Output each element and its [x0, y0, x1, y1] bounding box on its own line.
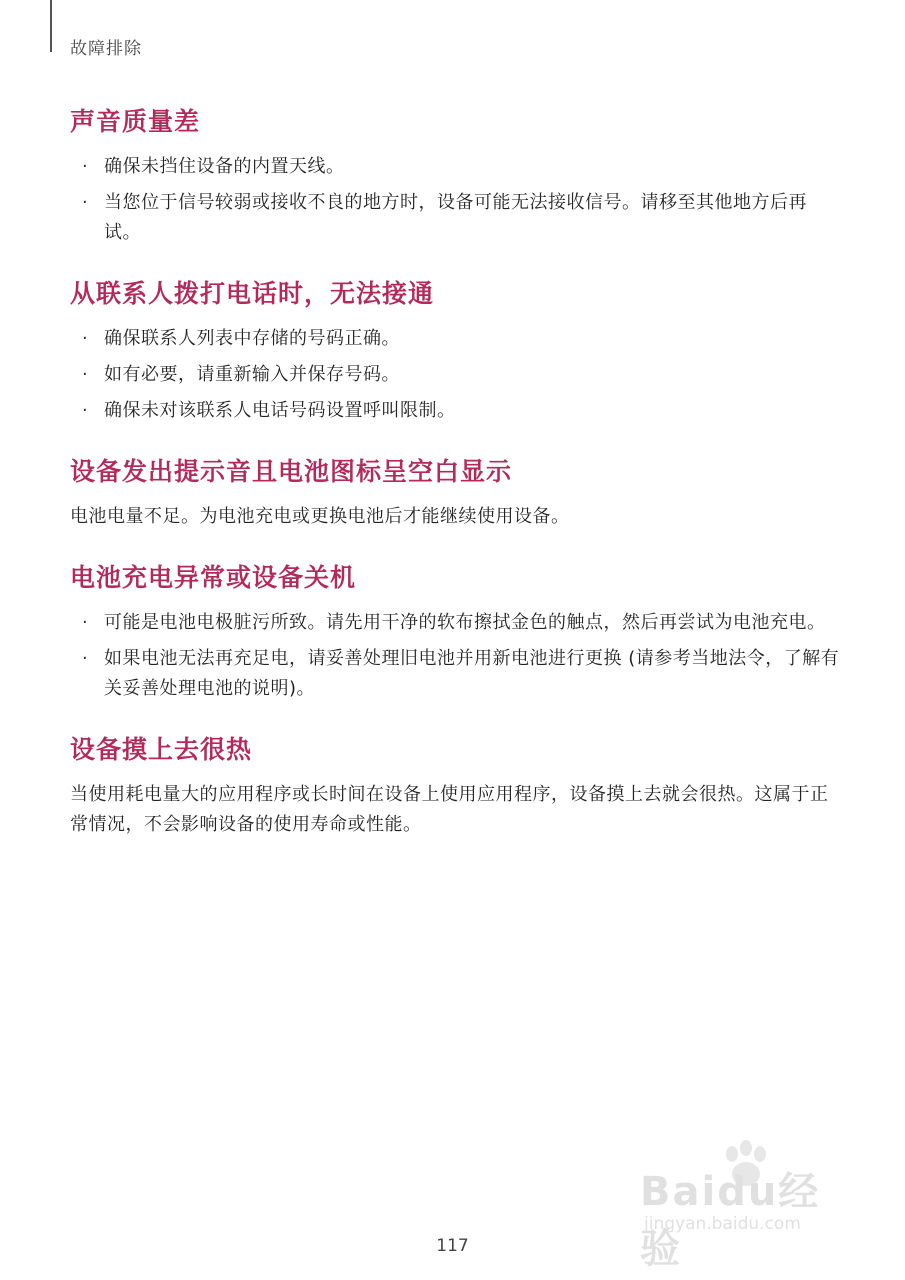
bullet-item — [70, 396, 840, 426]
bullet-list — [70, 608, 840, 704]
section-call-from-contacts-fails — [70, 276, 840, 426]
bullet-item — [70, 188, 840, 248]
bullet-item — [70, 644, 840, 704]
bullet-dot: · — [82, 364, 89, 385]
bullet-dot: · — [82, 400, 89, 421]
section-title: 声音质量差 — [70, 107, 201, 136]
chapter-label: 故障排除 — [70, 39, 142, 59]
watermark-url: jingyan.baidu.com — [644, 1214, 801, 1234]
bullet-dot: · — [82, 156, 89, 177]
section-battery-charging-abnormal — [70, 560, 840, 704]
section-paragraph: 电池电量不足。为电池充电或更换电池后才能继续使用设备。 — [70, 506, 570, 527]
bullet-item — [70, 360, 840, 390]
bullet-text: 可能是电池电极脏污所致。请先用干净的软布擦拭金色的触点，然后再尝试为电池充电。 — [104, 612, 826, 633]
section-poor-sound-quality — [70, 104, 840, 248]
section-title: 从联系人拨打电话时，无法接通 — [70, 279, 435, 308]
bullet-list — [70, 152, 840, 248]
bullet-text: 如果电池无法再充足电，请妥善处理旧电池并用新电池进行更换 (请参考当地法令，了解有关妥善处理电池的说明)。 — [104, 648, 840, 699]
bullet-item — [70, 608, 840, 638]
bullet-dot: · — [82, 648, 89, 669]
bullet-dot: · — [82, 328, 89, 349]
page-content — [70, 104, 840, 868]
section-title: 设备摸上去很热 — [70, 735, 253, 764]
section-title: 设备发出提示音且电池图标呈空白显示 — [70, 457, 513, 486]
bullet-text: 确保联系人列表中存储的号码正确。 — [104, 328, 400, 349]
bullet-item — [70, 152, 840, 182]
bullet-dot: · — [82, 192, 89, 213]
bullet-text: 确保未挡住设备的内置天线。 — [104, 156, 345, 177]
page-number: 117 — [436, 1236, 469, 1256]
section-paragraph: 当使用耗电量大的应用程序或长时间在设备上使用应用程序，设备摸上去就会很热。这属于正常情况，不会影响设备的使用寿命或性能。 — [70, 784, 829, 835]
section-title: 电池充电异常或设备关机 — [70, 563, 357, 592]
section-device-feels-hot — [70, 732, 840, 840]
watermark-logo: Baidu经验 — [640, 1169, 821, 1272]
bullet-list — [70, 324, 840, 426]
bullet-text: 当您位于信号较弱或接收不良的地方时，设备可能无法接收信号。请移至其他地方后再试。 — [104, 192, 807, 243]
bullet-item — [70, 324, 840, 354]
bullet-text: 确保未对该联系人电话号码设置呼叫限制。 — [104, 400, 456, 421]
header-rule — [50, 0, 52, 52]
baidu-jingyan-watermark — [640, 1150, 850, 1272]
bullet-text: 如有必要，请重新输入并保存号码。 — [104, 364, 400, 385]
section-battery-icon-empty — [70, 454, 840, 532]
bullet-dot: · — [82, 612, 89, 633]
